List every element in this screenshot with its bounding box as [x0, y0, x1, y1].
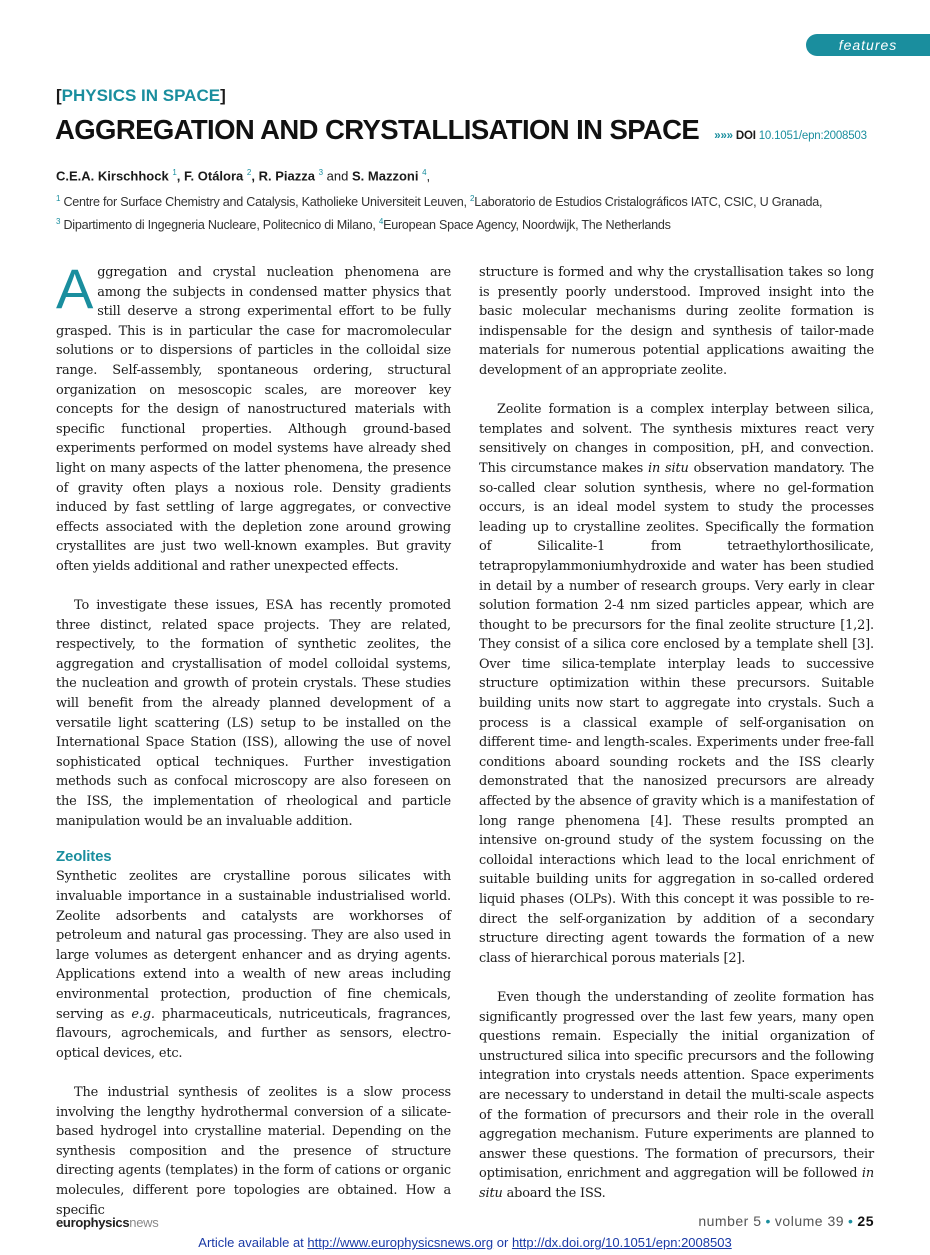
- subhead-zeolites: Zeolites: [56, 847, 112, 865]
- doi-label: DOI: [735, 130, 756, 142]
- section-label: [56, 86, 226, 106]
- paragraph: [56, 867, 451, 1063]
- logo-bold: europhysics: [56, 1215, 130, 1230]
- paragraph-text: Zeolite formation is a complex interplay between silica, templates and solvent. The synthesis mixtures react very sensitively on changes in composition, pH, and convection. This circumstance makes: [479, 402, 874, 476]
- affil-number: 1: [56, 194, 61, 203]
- separator-dot-icon: •: [765, 1213, 771, 1229]
- paragraph: The industrial synthesis of zeolites is a slow process involving the lengthy hydrothermal conversion of a silicate-based hydrogel into crystalline material. Depending on the synthesis composition and the presence of structure directing agents (templates) in the form of cations or organic molecules, different pore topologies are obtained. How a specific: [56, 1084, 451, 1218]
- affil-number: 2: [470, 194, 475, 203]
- emphasis: e.g.: [131, 1006, 155, 1022]
- doi-value[interactable]: 10.1051/epn:2008503: [758, 130, 867, 142]
- article-title: AGGREGATION AND CRYSTALLISATION IN SPACE: [55, 114, 700, 145]
- author-sep: ,: [251, 168, 255, 184]
- paragraph-text: pharmaceuticals, nutriceuticals, fragrances, flavours, agrochemicals, and further as sensors, electro-optical devices, etc.: [56, 1006, 451, 1061]
- paragraph-text: Synthetic zeolites are crystalline porous silicates with invaluable importance in a sustainable industrialised world. Zeolite adsorbents and catalysts are workhorses of petroleum and natural gas processing. They are also used in large volumes as detergent enhancer and as drying agents. Applications extend into a wealth of new areas including environmental protection, production of fine chemicals, serving as: [56, 869, 451, 1022]
- bracket-close: ]: [220, 86, 226, 105]
- affiliation: Dipartimento di Ingegneria Nucleare, Politecnico di Milano,: [63, 218, 376, 233]
- author-name: C.E.A. Kirschhock: [56, 168, 169, 184]
- emphasis: in situ: [479, 1166, 874, 1201]
- doi[interactable]: [714, 130, 867, 142]
- paragraph-text: aboard the ISS.: [502, 1185, 606, 1201]
- logo-light: news: [129, 1215, 159, 1230]
- separator-dot-icon: •: [848, 1213, 854, 1229]
- author-name: R. Piazza: [258, 168, 315, 184]
- paragraph: To investigate these issues, ESA has recently promoted three distinct, related space projects. They are related, respectively, to the formation of synthetic zeolites, the aggregation and crystallisation of model colloidal systems, the nucleation and growth of protein crystals. These studies will benefit from the already planned development of a versatile light scattering (LS) setup to be installed on the International Space Station (ISS), allowing the use of novel sophisticated optical techniques. Further investigation methods such as confocal microscopy are also foreseen on the ISS, the implementation of rheological and particle manipulation would be an invaluable addition.: [56, 598, 451, 829]
- body-column-right: [479, 263, 874, 1223]
- journal-link[interactable]: http://www.europhysicsnews.org: [307, 1235, 494, 1250]
- avail-or: or: [496, 1235, 509, 1250]
- paragraph-text: ggregation and crystal nucleation phenomena are among the subjects in condensed matter physics that still deserve a strong experimental effort to be fully grasped. This is in particular the case for macromolecular solutions or to dispersions of particles in the colloidal size range. Self-assembly, spontaneous ordering, structural organization on mesoscopic scales, are moreover key concepts for the design of nanostructured materials with specific functional properties. Although ground-based experiments performed on model systems have already shed light on many aspects of the latter phenomena, the presence of gravity often plays a noxious role. Density gradients induced by fast settling of large aggregates, or convective effects associated with the depletion zone around growing crystallites are just two well-known examples. But gravity often yields additional and rather unexpected effects.: [56, 265, 451, 574]
- doi-arrows-icon: »»»: [714, 130, 733, 142]
- volume-number: volume 39: [774, 1213, 845, 1229]
- author-end: ,: [426, 168, 431, 184]
- author-name: S. Mazzoni: [352, 168, 419, 184]
- issue-number: number 5: [698, 1213, 762, 1229]
- author-affil-number: 4: [422, 168, 427, 177]
- section-title: PHYSICS IN SPACE: [61, 86, 221, 105]
- avail-prefix: Article available at: [198, 1235, 304, 1250]
- body-column-left: [56, 257, 451, 1240]
- paragraph: structure is formed and why the crystallisation takes so long is presently poorly understood. Improved insight into the basic molecular mechanisms during zeolite formation is indispensable for the design and synthesis of tailor-made materials for numerous potential applications awaiting the development of an appropriate zeolite.: [479, 265, 874, 378]
- title-row: [55, 114, 867, 146]
- author-sep: ,: [176, 168, 181, 184]
- affiliation: European Space Agency, Noordwijk, The Netherlands: [383, 218, 671, 233]
- author-affil-number: 3: [318, 168, 324, 177]
- europhysicsnews-logo: [56, 1215, 158, 1230]
- features-tab: features: [806, 34, 930, 56]
- affiliation: Centre for Surface Chemistry and Catalysis, Katholieke Universiteit Leuven,: [63, 195, 467, 210]
- paragraph: [479, 988, 874, 1204]
- author-affil-number: 2: [246, 168, 252, 177]
- author-name: F. Otálora: [184, 168, 244, 184]
- bracket-open: [: [56, 86, 62, 105]
- paragraph-text: observation mandatory. The so-called clear solution synthesis, where no gel-formation occurs, is an ideal model system to study the processes leading up to crystalline zeolites. Specifically the formation of Silicalite-1 from tetraethylorthosilicate, tetrapropylammoniumhydroxide and water has been studied in detail by a number of research groups. Very early in clear solution formation 2-4 nm sized particles appear, which are thought to be precursors for the final zeolite structure [1,2]. They consist of a silica core enclosed by a template shell [3]. Over time silica-template interplay leads to successive structure optimization within these precursors. Suitable building units now start to aggregate into crystals. Such a process is a classical example of self-organisation on different time- and length-scales. Experiments under free-fall conditions aboard sounding rockets and the ISS clearly demonstrated that the nanosized precursors are already affected by the absence of gravity which is a manifestation of long range phenomena [4]. These results prompted an intensive on-ground study of the system focussing on the colloidal interactions which lead to the local enrichment of suitable building units for aggregation in so-called ordered liquid phases (OLPs). With this concept it was possible to re-direct the self-organization by addition of a secondary structure directing agent towards the formation of a new class of hierarchical porous materials [2].: [479, 460, 874, 966]
- issue-info: [698, 1213, 874, 1229]
- paragraph-text: Even though the understanding of zeolite formation has significantly progressed over the last few years, many open questions remain. Especially the initial organization of unstructured silica into specific precursors and the following integration into crystals needs attention. Space experiments are necessary to understand in detail the multi-scale aspects of the formation of precursors and their role in the overall aggregation mechanism. Future experiments are planned to answer these questions. The formation of precursors, their optimisation, enrichment and aggregation will be followed: [479, 989, 874, 1182]
- affil-number: 4: [378, 217, 384, 227]
- doi-link[interactable]: http://dx.doi.org/10.1051/epn:2008503: [511, 1235, 732, 1250]
- affiliations: [56, 189, 896, 235]
- author-and: and: [326, 168, 349, 184]
- emphasis: in situ: [648, 460, 689, 476]
- affiliation: Laboratorio de Estudios Cristalográficos IATC, CSIC, U Granada,: [474, 195, 823, 210]
- drop-cap: A: [56, 257, 94, 320]
- paragraph: [56, 257, 451, 577]
- page-number: 25: [857, 1213, 874, 1229]
- author-list: [56, 168, 430, 183]
- availability-note: [0, 1235, 930, 1250]
- paragraph: [479, 400, 874, 968]
- affil-number: 3: [56, 217, 61, 227]
- author-affil-number: 1: [172, 168, 177, 177]
